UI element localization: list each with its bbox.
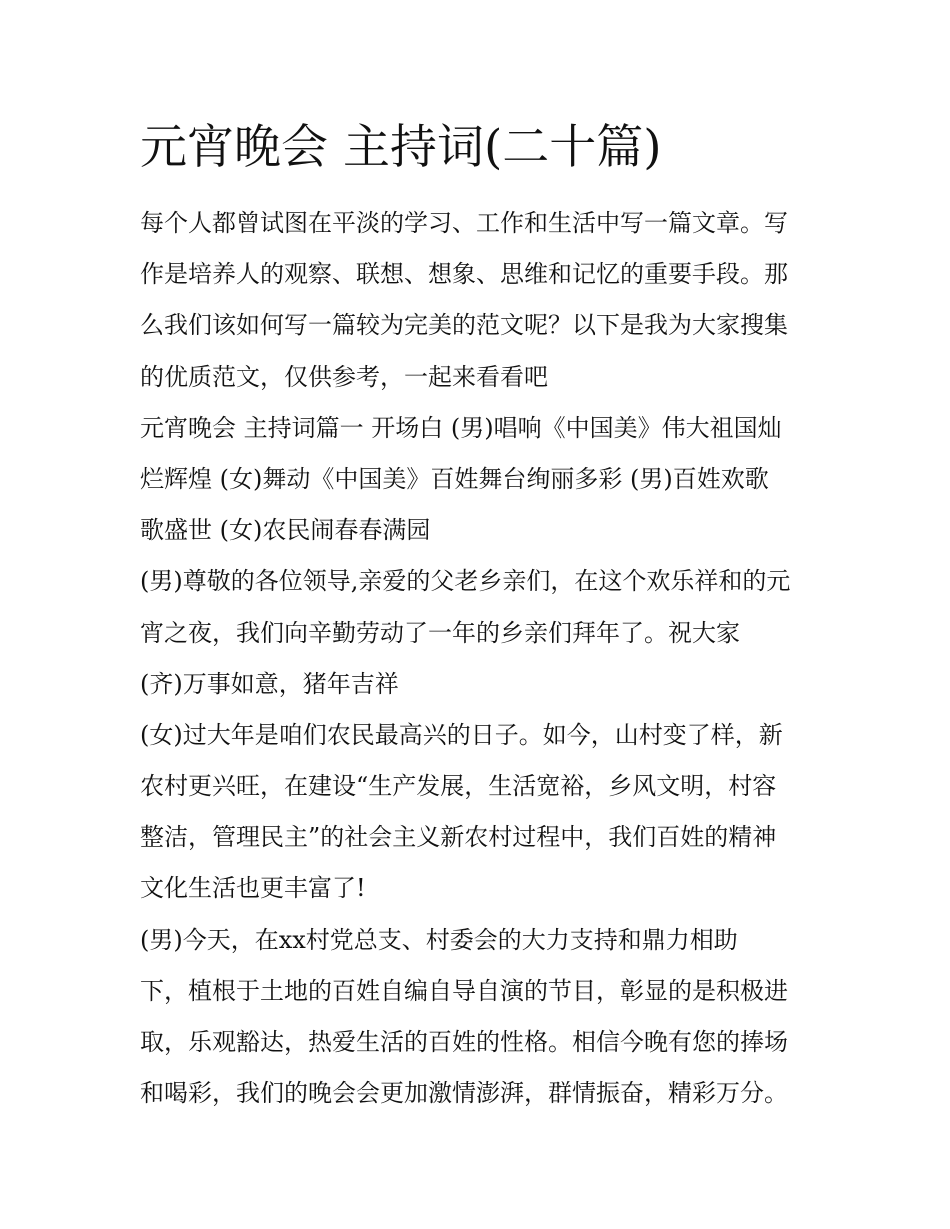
document-title: 元宵晚会 主持词(二十篇) bbox=[140, 120, 662, 175]
body-line: (齐)万事如意，猪年吉祥 bbox=[140, 669, 399, 698]
body-line: 么我们该如何写一篇较为完美的范文呢？以下是我为大家搜集 bbox=[140, 311, 788, 340]
body-line: 整洁，管理民主”的社会主义新农村过程中，我们百姓的精神 bbox=[140, 823, 777, 852]
body-line: (男)尊敬的各位领导,亲爱的父老乡亲们，在这个欢乐祥和的元 bbox=[140, 567, 791, 596]
body-line: 下，植根于土地的百姓自编自导自演的节目，彰显的是积极进 bbox=[140, 976, 788, 1005]
body-line: 取，乐观豁达，热爱生活的百姓的性格。相信今晚有您的捧场 bbox=[140, 1028, 788, 1056]
body-line: 歌盛世 (女)农民闹春春满园 bbox=[140, 516, 431, 545]
body-line: (男)今天，在xx村党总支、村委会的大力支持和鼎力相助 bbox=[140, 925, 738, 954]
body-line: 每个人都曾试图在平淡的学习、工作和生活中写一篇文章。写 bbox=[140, 209, 788, 237]
body-line: 宵之夜，我们向辛勤劳动了一年的乡亲们拜年了。祝大家 bbox=[140, 618, 740, 647]
body-line: (女)过大年是咱们农民最高兴的日子。如今，山村变了样，新 bbox=[140, 720, 783, 749]
body-line: 的优质范文，仅供参考，一起来看看吧 bbox=[140, 362, 548, 391]
body-line: 烂辉煌 (女)舞动《中国美》百姓舞台绚丽多彩 (男)百姓欢歌 bbox=[140, 464, 769, 493]
body-line: 元宵晚会 主持词篇一 开场白 (男)唱响《中国美》伟大祖国灿 bbox=[140, 413, 782, 442]
body-line: 作是培养人的观察、联想、想象、思维和记忆的重要手段。那 bbox=[140, 260, 788, 289]
body-line: 农村更兴旺，在建设“生产发展，生活宽裕，乡风文明，村容 bbox=[140, 772, 777, 801]
body-line: 文化生活也更丰富了! bbox=[140, 874, 366, 903]
document-body bbox=[140, 198, 820, 1119]
body-line: 和喝彩，我们的晚会会更加激情澎湃，群情振奋，精彩万分。 bbox=[140, 1079, 788, 1108]
